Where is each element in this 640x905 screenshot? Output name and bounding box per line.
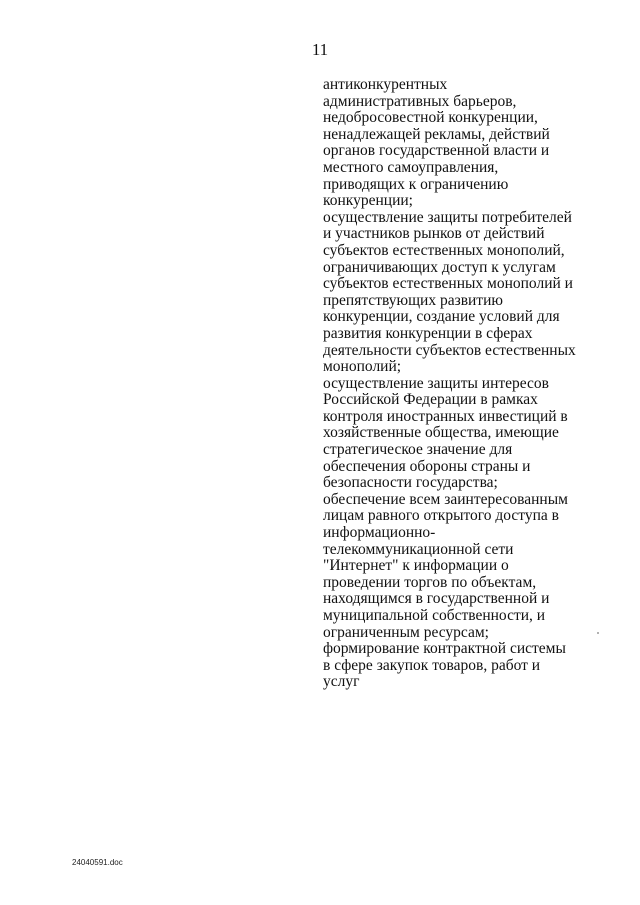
text-line: услуг xyxy=(323,673,360,691)
text-line: ограниченным ресурсам; xyxy=(323,623,489,641)
text-line: "Интернет" к информации о xyxy=(323,557,509,575)
text-line: муниципальной собственности, и xyxy=(323,607,546,624)
scan-speck xyxy=(597,632,599,634)
text-line: ненадлежащей рекламы, действий xyxy=(323,125,550,143)
page-number: 11 xyxy=(311,40,329,59)
text-line: местного самоуправления, xyxy=(323,158,499,176)
text-line: и участников рынков от действий xyxy=(323,225,545,243)
text-line: проведении торгов по объектам, xyxy=(323,573,537,591)
text-line: развития конкуренции в сферах xyxy=(323,324,533,342)
text-line: недобросовестной конкуренции, xyxy=(323,109,538,127)
text-line: стратегическое значение для xyxy=(323,441,513,459)
text-line: телекоммуникационной сети xyxy=(323,540,514,558)
text-line: осуществление защиты потребителей xyxy=(323,208,572,226)
text-line: административных барьеров, xyxy=(323,92,517,110)
text-line: антиконкурентных xyxy=(323,76,448,93)
text-line: хозяйственные общества, имеющие xyxy=(323,424,559,442)
text-line: субъектов естественных монополий, xyxy=(323,241,565,259)
text-line: безопасности государства; xyxy=(323,474,498,492)
text-line: обеспечения обороны страны и xyxy=(323,457,531,475)
text-line: находящимся в государственной и xyxy=(323,590,550,608)
text-line: контроля иностранных инвестиций в xyxy=(323,407,568,425)
text-line: формирование контрактной системы xyxy=(323,640,566,658)
text-line: ограничивающих доступ к услугам xyxy=(323,258,556,276)
text-line: монополий; xyxy=(323,358,402,376)
footer-filename: 24040591.doc xyxy=(72,858,123,867)
text-line: субъектов естественных монополий и xyxy=(323,275,573,293)
text-line: приводящих к ограничению xyxy=(323,175,509,193)
text-line: осуществление защиты интересов xyxy=(323,374,549,392)
text-line: в сфере закупок товаров, работ и xyxy=(323,656,541,674)
text-line: лицам равного открытого доступа в xyxy=(323,507,559,525)
text-line: обеспечение всем заинтересованным xyxy=(323,490,568,508)
text-line: информационно- xyxy=(323,524,436,542)
text-line: органов государственной власти и xyxy=(323,142,550,160)
text-line: конкуренции, создание условий для xyxy=(323,308,560,326)
text-line: Российской Федерации в рамках xyxy=(323,391,538,409)
body-text-column xyxy=(323,77,623,691)
text-line: препятствующих развитию xyxy=(323,291,503,309)
text-line: деятельности субъектов естественных xyxy=(323,341,576,359)
text-line: конкуренции; xyxy=(323,192,413,210)
